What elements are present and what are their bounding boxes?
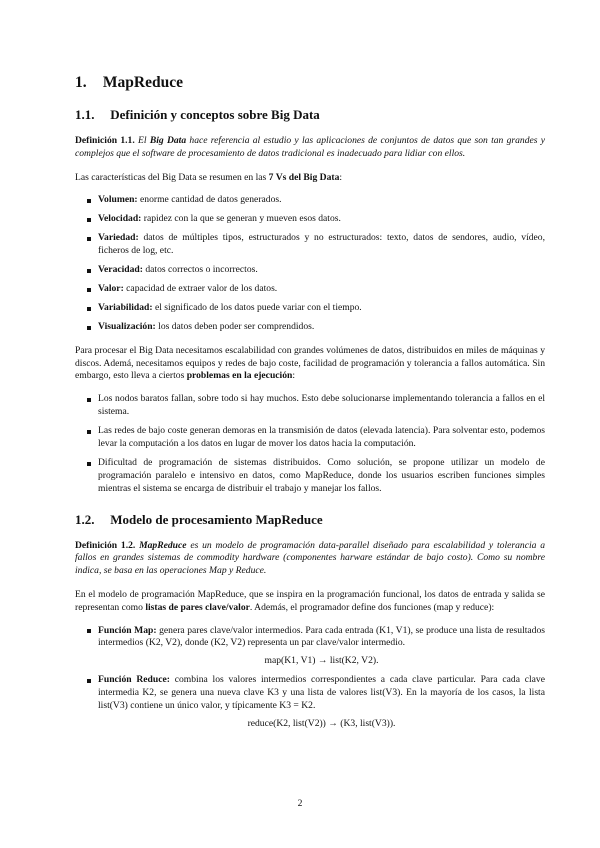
problems-list <box>75 393 545 495</box>
item-text: capacidad de extraer valor de los datos. <box>126 283 278 295</box>
list-item <box>75 625 545 668</box>
map-formula: map(K1, V1) → list(K2, V2). <box>264 655 379 667</box>
item-text: Dificultad de programación de sistemas distribuidos. Como solución, se propone utilizar un modelo de programación paralelo e intensivo en datos, como MapReduce, donde los usuarios escriben funciones simples mientras el sistema se encarga de distribuir el trabajo y manejar los fallos. <box>98 457 545 494</box>
bullet-icon <box>87 288 91 292</box>
definition-text: hace referencia al estudio y las aplicaciones de conjuntos de datos que son tan grandes y complejos que el software de procesamiento de datos tradicional es inadecuado para lidiar con ellos. <box>75 135 546 159</box>
item-text: el significado de los datos puede variar con el tiempo. <box>154 302 362 314</box>
reduce-formula: reduce(K2, list(V2)) → (K3, list(V3)). <box>247 717 396 729</box>
problems-intro <box>75 345 545 383</box>
vs-list <box>75 194 545 334</box>
bullet-icon <box>87 269 91 273</box>
item-text: datos de múltiples tipos, estructurados y no estructurados: texto, datos de sendores, audio, vídeo, ficheros de log, etc. <box>98 232 545 257</box>
bullet-icon <box>87 307 91 311</box>
bullet-icon <box>87 679 91 683</box>
page-content <box>75 74 545 742</box>
item-text: datos correctos o incorrectos. <box>145 264 258 276</box>
item-text: rapidez con la que se generan y mueven esos datos. <box>143 213 341 225</box>
list-item <box>75 457 545 495</box>
list-item <box>75 674 545 730</box>
section-title: MapReduce <box>102 74 183 91</box>
definition-big-data <box>75 135 545 161</box>
subsection-number: 1.1. <box>75 107 95 122</box>
definition-label: Definición 1.1. <box>75 135 135 146</box>
item-label: Volumen: <box>98 194 138 206</box>
model-intro-bold: listas de pares clave/valor <box>145 601 250 613</box>
list-item <box>75 393 545 419</box>
item-label: Función Map: <box>98 624 157 636</box>
vs-intro-bold: 7 Vs del Big Data <box>268 171 340 183</box>
problems-intro-post: : <box>292 370 296 382</box>
bullet-icon <box>87 430 91 434</box>
bullet-icon <box>87 237 91 241</box>
page-number: 2 <box>297 798 303 809</box>
problems-intro-text: Para procesar el Big Data necesitamos escalabilidad con grandes volúmenes de datos, distribuidos en miles de máquinas y discos. Ademá, necesitamos equipos y redes de bajo coste, facilidad de programación y tolerancia a fallos automática. Sin embargo, esto lleva a ciertos <box>75 344 545 382</box>
bullet-icon <box>87 629 91 633</box>
list-item <box>75 302 545 315</box>
subsection-heading-2 <box>75 512 545 528</box>
definition-term: Big Data <box>149 135 187 146</box>
bullet-icon <box>87 462 91 466</box>
list-item <box>75 232 545 258</box>
bullet-icon <box>87 398 91 402</box>
subsection-number: 1.2. <box>75 511 95 527</box>
section-heading <box>75 74 545 92</box>
bullet-icon <box>87 199 91 203</box>
list-item <box>75 264 545 277</box>
bullet-icon <box>87 326 91 330</box>
model-intro-post: . Además, el programador define dos funciones (map y reduce): <box>249 601 495 613</box>
item-label: Veracidad: <box>98 264 143 276</box>
item-label: Variedad: <box>98 232 139 244</box>
item-text: los datos deben poder ser comprendidos. <box>158 321 315 333</box>
definition-mapreduce <box>75 540 545 578</box>
definition-pre: El <box>138 135 147 146</box>
item-label: Visualización: <box>98 321 156 333</box>
model-intro-text: En el modelo de programación MapReduce, que se inspira en la programación funcional, los datos de entrada y salida se representan como <box>75 589 545 613</box>
vs-intro-post: : <box>339 171 343 183</box>
vs-intro-text: Las características del Big Data se resumen en las <box>75 171 267 183</box>
definition-text: es un modelo de programación data-parallel diseñado para escalabilidad y tolerancia a fallos en grandes sistemas de commodity hardware (componentes harware estándar de bajo costo). Como su nombre indica, se basa en las operaciones Map y Reduce. <box>75 539 545 577</box>
item-text: Los nodos baratos fallan, sobre todo si hay muchos. Esto debe solucionarse implementando tolerancia a fallos en el sistema. <box>98 393 545 418</box>
item-label: Velocidad: <box>98 213 142 225</box>
list-item <box>75 425 545 451</box>
problems-intro-bold: problemas en la ejecución <box>186 370 293 382</box>
list-item <box>75 213 545 226</box>
item-text: Las redes de bajo coste generan demoras en la transmisión de datos (elevada latencia). Para solventar esto, podemos levar la computación a los datos en lugar de mover los datos hacia la computación. <box>98 425 545 450</box>
vs-intro <box>75 172 545 185</box>
model-intro <box>75 589 545 615</box>
subsection-heading-1 <box>75 107 545 123</box>
subsection-title: Definición y conceptos sobre Big Data <box>110 107 320 122</box>
item-label: Valor: <box>98 283 124 295</box>
subsection-title: Modelo de procesamiento MapReduce <box>110 511 323 527</box>
functions-list <box>75 625 545 731</box>
item-text: enorme cantidad de datos generados. <box>140 194 282 206</box>
section-number: 1. <box>75 74 87 91</box>
bullet-icon <box>87 218 91 222</box>
item-text: combina los valores intermedios correspondientes a cada clave particular. Para cada clave intermedia K2, se genera una nueva clave K3 y una lista de valores list(V3). En la mayoría de los casos, la lista list(V3) contiene un único valor, y típicamente K3 = K2. <box>98 674 545 711</box>
item-label: Variabilidad: <box>98 302 153 314</box>
definition-term: MapReduce <box>139 539 187 551</box>
item-text: genera pares clave/valor intermedios. Para cada entrada (K1, V1), se produce una lista de resultados intermedios (K2, V2), donde (K2, V2) representa un par clave/valor intermedio. <box>98 624 545 649</box>
list-item <box>75 321 545 334</box>
definition-label: Definición 1.2. <box>75 539 136 551</box>
list-item <box>75 194 545 207</box>
list-item <box>75 283 545 296</box>
item-label: Función Reduce: <box>98 674 170 686</box>
